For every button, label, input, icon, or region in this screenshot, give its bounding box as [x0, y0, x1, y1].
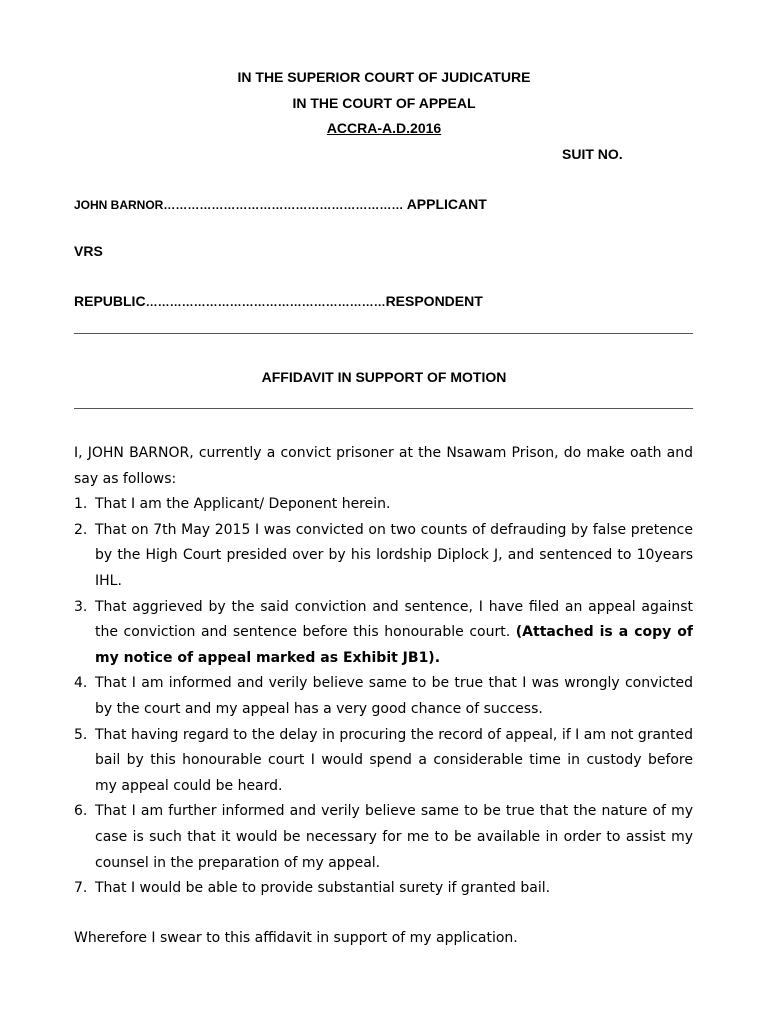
list-item: [74, 876, 693, 902]
paragraph-number: 2.: [74, 521, 88, 538]
applicant-line: [74, 195, 487, 214]
list-item: [74, 518, 693, 595]
applicant-name: JOHN BARNOR: [74, 198, 164, 212]
paragraph-number: 1.: [74, 496, 88, 513]
paragraph-text: That I would be able to provide substantial surety if granted bail.: [95, 880, 551, 897]
respondent-name: REPUBLIC: [74, 293, 146, 309]
list-item: [74, 671, 693, 722]
paragraph-number: 5.: [74, 726, 88, 743]
numbered-paragraphs: [74, 492, 693, 902]
paragraph-text: That having regard to the delay in procuring the record of appeal, if I am not granted bail by this honourable court I would spend a considerable time in custody before my appeal could be heard.: [95, 726, 693, 794]
list-item: [74, 595, 693, 672]
closing-statement: Wherefore I swear to this affidavit in support of my application.: [74, 930, 518, 946]
list-item: [74, 799, 693, 876]
list-item: [74, 723, 693, 800]
versus-label: VRS: [74, 243, 103, 259]
court-heading-line1: IN THE SUPERIOR COURT OF JUDICATURE: [237, 69, 531, 85]
exhibit-note: (Attached is a copy of my notice of appeal marked as Exhibit JB1).: [95, 624, 694, 666]
paragraph-text: That I am informed and verily believe same to be true that I was wrongly convicted by the court and my appeal has a very good chance of success.: [95, 675, 693, 717]
intro-paragraph: I, JOHN BARNOR, currently a convict prisoner at the Nsawam Prison, do make oath and say as follows:: [74, 445, 693, 487]
list-item: [74, 492, 693, 518]
paragraph-number: 4.: [74, 675, 88, 692]
paragraph-text: That on 7th May 2015 I was convicted on two counts of defrauding by false pretence by the High Court presided over by his lordship Diplock J, and sentenced to 10years IHL.: [95, 521, 693, 589]
affidavit-title: AFFIDAVIT IN SUPPORT OF MOTION: [261, 369, 507, 385]
applicant-role: APPLICANT: [406, 196, 487, 212]
paragraph-number: 3.: [74, 598, 88, 615]
affidavit-body: [74, 441, 693, 902]
paragraph-number: 7.: [74, 880, 88, 897]
paragraph-text: That I am the Applicant/ Deponent herein.: [95, 496, 391, 513]
court-heading-line3: ACCRA-A.D.2016: [326, 120, 442, 136]
paragraph-text: That I am further informed and verily believe same to be true that the nature of my case is such that it would be necessary for me to be available in order to assist my counsel in the preparation of my appeal.: [95, 803, 693, 871]
paragraph-number: 6.: [74, 803, 88, 820]
paragraph-text: That aggrieved by the said conviction and sentence, I have filed an appeal against the conviction and sentence before this honourable court.: [95, 598, 693, 641]
respondent-role: RESPONDENT: [385, 293, 483, 309]
suit-number-label: SUIT NO.: [562, 146, 623, 162]
respondent-dots: ……………………………………………………: [145, 295, 386, 309]
applicant-dots: ……………………………………………………: [163, 198, 407, 212]
divider-bottom: [74, 408, 693, 409]
court-heading-line2: IN THE COURT OF APPEAL: [292, 95, 476, 111]
divider-top: [74, 333, 693, 334]
respondent-line: [74, 292, 483, 311]
